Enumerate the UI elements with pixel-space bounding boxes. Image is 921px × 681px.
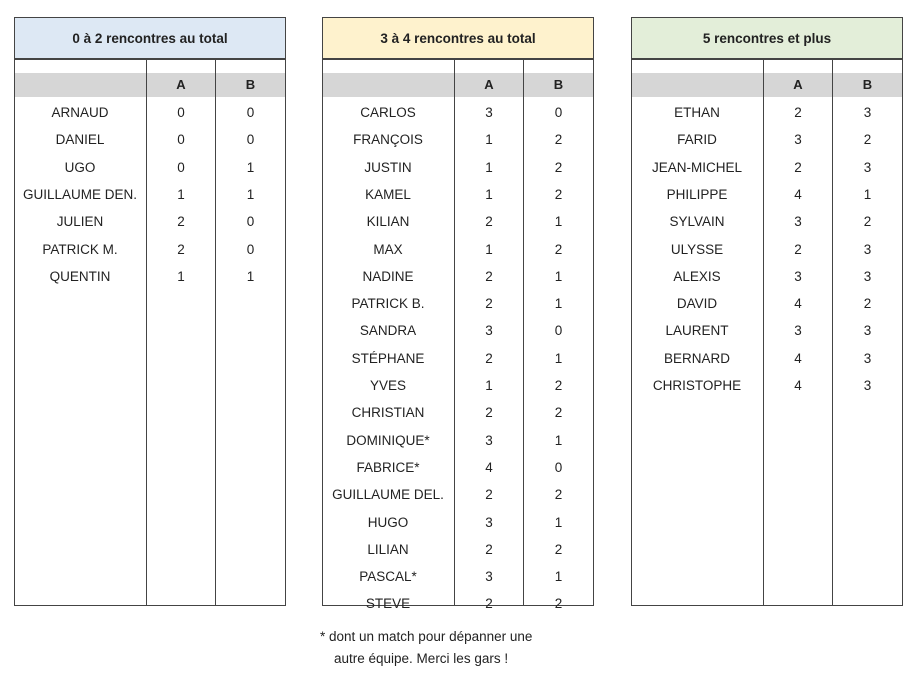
value-b: 1 <box>554 569 563 585</box>
table-row <box>322 208 594 235</box>
value-b: 3 <box>863 241 872 257</box>
player-name: GUILLAUME DEN. <box>22 186 138 202</box>
column-header-a: A <box>793 77 803 92</box>
table-row <box>322 454 594 481</box>
value-b: 1 <box>863 186 872 202</box>
value-b: 2 <box>554 378 563 393</box>
player-name: QUENTIN <box>49 268 111 284</box>
value-b: 0 <box>554 459 563 475</box>
value-a: 3 <box>794 132 802 148</box>
footnote <box>320 626 532 670</box>
player-name: NADINE <box>362 268 414 284</box>
value-a: 4 <box>485 459 493 475</box>
player-name: SYLVAIN <box>669 214 725 230</box>
column-header-b: B <box>245 77 256 92</box>
value-b: 3 <box>863 105 872 120</box>
value-b: 2 <box>554 241 563 257</box>
player-name: YVES <box>369 378 407 393</box>
value-a: 2 <box>485 487 493 503</box>
table-row <box>14 99 286 126</box>
player-name: UGO <box>64 159 96 175</box>
value-a: 0 <box>177 105 185 120</box>
table-row <box>322 99 594 126</box>
table-row <box>14 236 286 263</box>
player-name: PHILIPPE <box>666 186 728 202</box>
value-a: 3 <box>485 323 493 339</box>
player-name: JULIEN <box>56 214 104 230</box>
value-a: 2 <box>485 541 493 557</box>
value-a: 3 <box>485 432 493 448</box>
value-b: 2 <box>863 214 872 230</box>
value-b: 1 <box>554 350 563 366</box>
value-a: 2 <box>485 214 493 230</box>
value-b: 3 <box>863 350 872 366</box>
group-table <box>631 59 903 606</box>
table-row <box>631 236 903 263</box>
player-name: JEAN-MICHEL <box>651 159 742 175</box>
value-a: 4 <box>794 186 802 202</box>
value-b: 0 <box>554 323 563 339</box>
value-b: 1 <box>246 159 255 175</box>
table-row <box>322 154 594 181</box>
table-row <box>631 99 903 126</box>
value-b: 1 <box>246 268 255 284</box>
value-b: 2 <box>554 405 563 421</box>
value-a: 2 <box>794 105 802 120</box>
value-a: 3 <box>794 323 802 339</box>
footnote-line-2: autre équipe. Merci les gars ! <box>334 651 509 666</box>
table-row <box>322 290 594 317</box>
player-name: PASCAL* <box>359 569 417 585</box>
value-a: 3 <box>485 569 493 585</box>
player-name: BERNARD <box>663 350 730 366</box>
table-row <box>14 126 286 153</box>
player-name: KAMEL <box>365 186 411 202</box>
column-header-a: A <box>176 77 186 92</box>
group-title: 3 à 4 rencontres au total <box>322 17 594 59</box>
table-row <box>14 208 286 235</box>
value-b: 0 <box>246 105 255 120</box>
player-name: CHRISTIAN <box>351 405 425 421</box>
player-name: ARNAUD <box>51 105 109 120</box>
column-header-b: B <box>862 77 873 92</box>
table-row <box>322 509 594 536</box>
value-b: 3 <box>863 268 872 284</box>
table-row <box>631 154 903 181</box>
player-name: ETHAN <box>674 105 720 120</box>
value-a: 0 <box>177 132 185 148</box>
value-a: 3 <box>794 214 802 230</box>
table-row <box>322 317 594 344</box>
table-row <box>631 208 903 235</box>
player-name: DAVID <box>676 296 718 312</box>
table-row <box>322 590 594 617</box>
table-row <box>322 372 594 399</box>
value-a: 3 <box>485 105 493 120</box>
value-a: 2 <box>485 296 493 312</box>
group-0-2-rencontres <box>14 17 286 284</box>
group-table <box>322 59 594 612</box>
table-row <box>322 236 594 263</box>
table-row <box>631 317 903 344</box>
group-table <box>14 59 286 606</box>
player-name: LILIAN <box>367 541 409 557</box>
value-b: 2 <box>554 186 563 202</box>
group-title: 0 à 2 rencontres au total <box>14 17 286 59</box>
player-name: DOMINIQUE* <box>346 432 430 448</box>
player-name: FABRICE* <box>356 459 420 475</box>
footnote-line-1: * dont un match pour dépanner une <box>320 629 533 644</box>
table-row <box>322 427 594 454</box>
player-name: CHRISTOPHE <box>652 378 742 393</box>
value-a: 1 <box>177 268 185 284</box>
value-b: 0 <box>246 132 255 148</box>
value-b: 1 <box>554 432 563 448</box>
group-3-4-rencontres <box>322 17 594 612</box>
table-row <box>631 181 903 208</box>
value-b: 2 <box>554 132 563 148</box>
value-a: 1 <box>485 241 493 257</box>
value-a: 1 <box>485 132 493 148</box>
player-name: STÉPHANE <box>351 350 425 366</box>
table-row <box>14 181 286 208</box>
player-name: FRANÇOIS <box>353 132 423 148</box>
column-header-a: A <box>484 77 494 92</box>
group-5-rencontres-et-plus <box>631 17 903 393</box>
player-name: ULYSSE <box>670 241 724 257</box>
value-b: 3 <box>863 159 872 175</box>
value-b: 2 <box>863 296 872 312</box>
table-row <box>14 154 286 181</box>
value-b: 1 <box>554 268 563 284</box>
table-row <box>322 399 594 426</box>
value-a: 3 <box>485 514 493 530</box>
table-row <box>322 536 594 563</box>
table-row <box>14 263 286 290</box>
player-name: ALEXIS <box>673 268 721 284</box>
group-title: 5 rencontres et plus <box>631 17 903 59</box>
table-row <box>631 263 903 290</box>
player-name: FARID <box>677 132 717 148</box>
value-b: 0 <box>246 214 255 230</box>
player-name: SANDRA <box>359 323 417 339</box>
value-b: 2 <box>863 132 872 148</box>
value-a: 2 <box>485 405 493 421</box>
player-name: LAURENT <box>665 323 729 339</box>
value-a: 4 <box>794 350 802 366</box>
value-a: 1 <box>485 378 493 393</box>
table-row <box>322 181 594 208</box>
value-b: 2 <box>554 159 563 175</box>
value-a: 0 <box>177 159 185 175</box>
table-row <box>631 290 903 317</box>
player-name: KILIAN <box>366 214 410 230</box>
value-a: 2 <box>485 268 493 284</box>
value-b: 1 <box>554 214 563 230</box>
value-b: 2 <box>554 541 563 557</box>
value-b: 0 <box>554 105 563 120</box>
value-a: 2 <box>794 241 802 257</box>
value-a: 2 <box>485 596 493 612</box>
value-b: 3 <box>863 378 872 393</box>
column-header-b: B <box>553 77 564 92</box>
player-name: JUSTIN <box>364 159 412 175</box>
value-b: 3 <box>863 323 872 339</box>
table-row <box>322 345 594 372</box>
value-a: 1 <box>485 186 493 202</box>
value-a: 1 <box>177 186 185 202</box>
player-name: STEVE <box>365 596 411 612</box>
table-row <box>322 481 594 508</box>
player-name: DANIEL <box>55 132 105 148</box>
value-b: 2 <box>554 596 563 612</box>
value-a: 2 <box>177 241 185 257</box>
value-b: 1 <box>554 296 563 312</box>
player-name: HUGO <box>367 514 409 530</box>
value-a: 2 <box>485 350 493 366</box>
value-a: 1 <box>485 159 493 175</box>
player-name: PATRICK M. <box>42 241 118 257</box>
table-row <box>631 345 903 372</box>
value-a: 3 <box>794 268 802 284</box>
value-a: 2 <box>177 214 185 230</box>
value-b: 1 <box>554 514 563 530</box>
value-b: 1 <box>246 186 255 202</box>
player-name: MAX <box>373 241 403 257</box>
table-row <box>322 126 594 153</box>
player-name: PATRICK B. <box>351 296 425 312</box>
table-row <box>631 126 903 153</box>
player-name: GUILLAUME DEL. <box>332 487 444 503</box>
table-row <box>322 263 594 290</box>
value-b: 0 <box>246 241 255 257</box>
table-row <box>631 372 903 399</box>
value-a: 2 <box>794 159 802 175</box>
value-a: 4 <box>794 296 802 312</box>
value-b: 2 <box>554 487 563 503</box>
value-a: 4 <box>794 378 802 393</box>
table-row <box>322 563 594 590</box>
player-name: CARLOS <box>360 105 416 120</box>
